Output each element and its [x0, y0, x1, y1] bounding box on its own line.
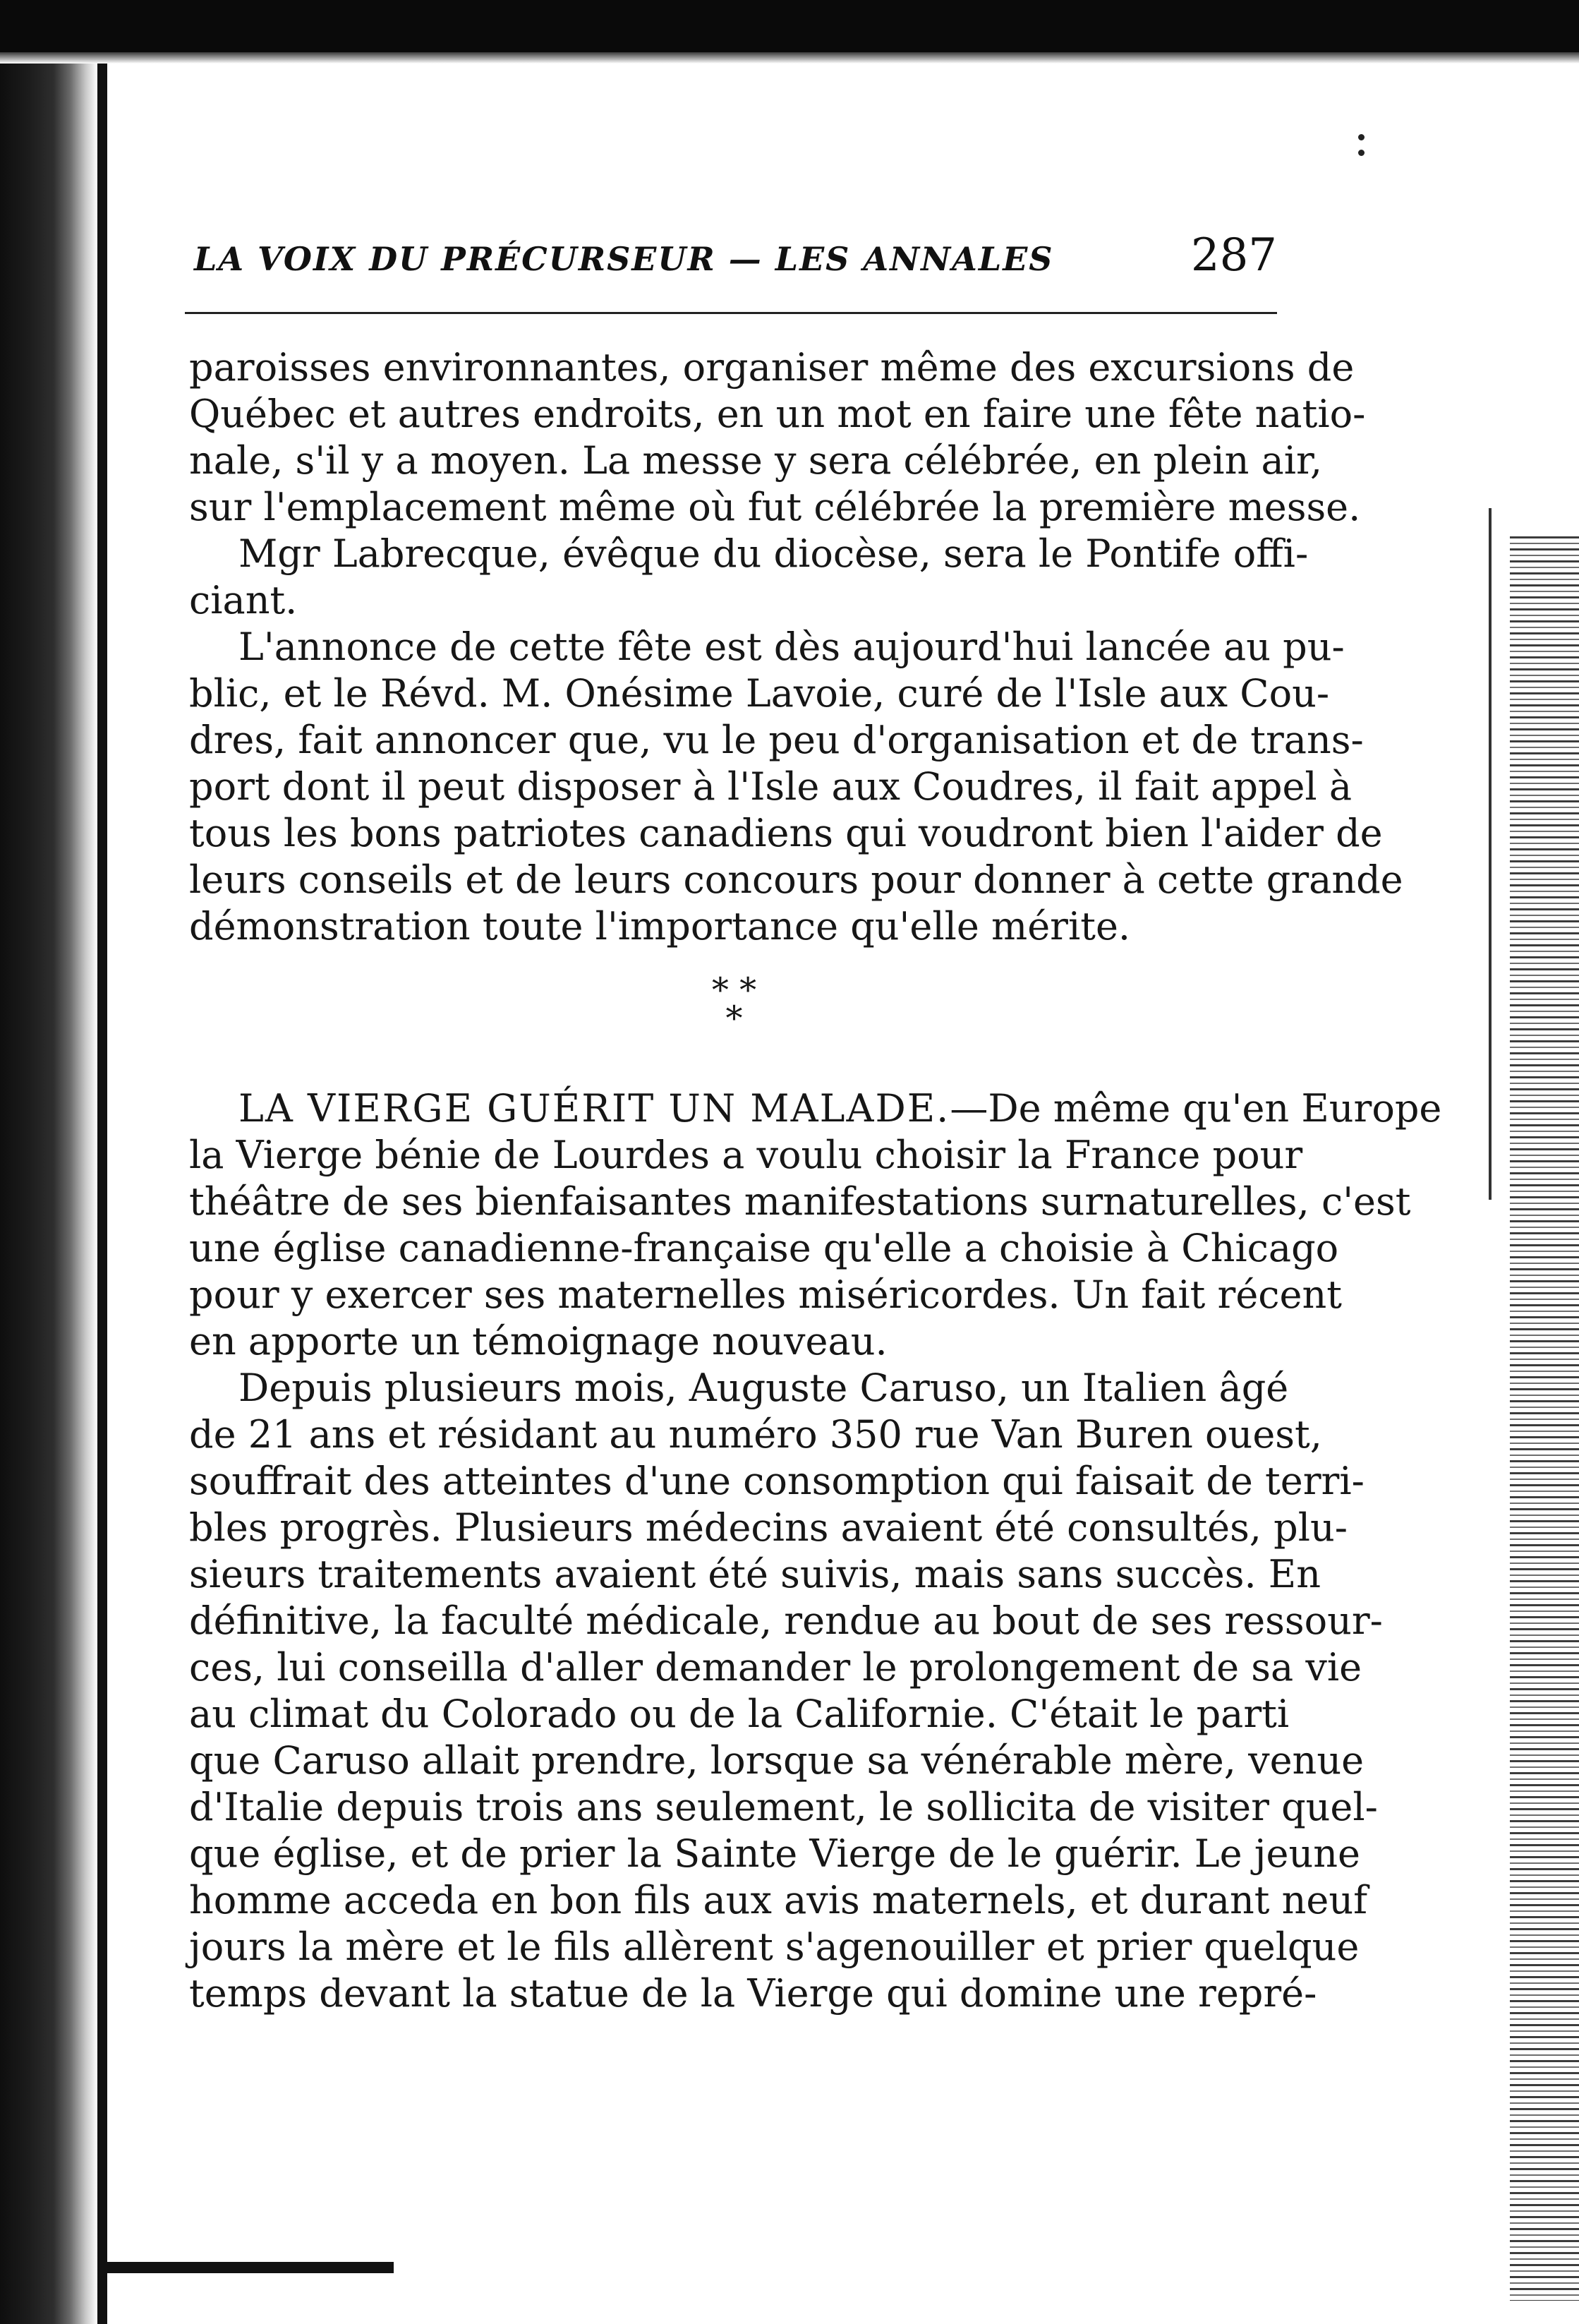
text-line: au climat du Colorado ou de la Californie. C'était le parti [189, 1692, 1290, 1736]
text-line: définitive, la faculté médicale, rendue au bout de ses ressour- [189, 1598, 1383, 1643]
text-line: en apporte un témoignage nouveau. [189, 1319, 888, 1363]
section-lead: —De même qu'en Europe [950, 1086, 1442, 1131]
text-line: Mgr Labrecque, évêque du diocèse, sera le Pontife offi- [238, 531, 1309, 576]
text-line: port dont il peut disposer à l'Isle aux Coudres, il fait appel à [189, 764, 1353, 809]
section-first-line [238, 1085, 1442, 1132]
scan-right-noise [1510, 536, 1579, 2301]
text-line: Québec et autres endroits, en un mot en faire une fête natio- [189, 392, 1366, 436]
text-line: sieurs traitements avaient été suivis, mais sans succès. En [189, 1552, 1321, 1596]
text-line: sur l'emplacement même où fut célébrée la première messe. [189, 485, 1361, 529]
text-line: jours la mère et le fils allèrent s'agenouiller et prier quelque [189, 1925, 1360, 1969]
scan-left-gutter [0, 64, 97, 2324]
text-line: Depuis plusieurs mois, Auguste Caruso, un Italien âgé [238, 1366, 1289, 1410]
section-heading: LA VIERGE GUÉRIT UN MALADE. [238, 1086, 950, 1131]
text-line: la Vierge bénie de Lourdes a voulu choisir la France pour [189, 1133, 1303, 1177]
header-rule [185, 312, 1277, 314]
text-line: de 21 ans et résidant au numéro 350 rue Van Buren ouest, [189, 1412, 1322, 1457]
text-line: démonstration toute l'importance qu'elle mérite. [189, 904, 1131, 949]
text-line: ces, lui conseilla d'aller demander le prolongement de sa vie [189, 1645, 1362, 1690]
scan-speck [1358, 150, 1365, 156]
text-line: homme acceda en bon fils aux avis maternels, et durant neuf [189, 1878, 1368, 1922]
text-line: pour y exercer ses maternelles miséricordes. Un fait récent [189, 1272, 1342, 1317]
text-line: blic, et le Révd. M. Onésime Lavoie, curé de l'Isle aux Cou- [189, 671, 1330, 716]
text-line: ciant. [189, 578, 298, 622]
text-line: dres, fait annoncer que, vu le peu d'organisation et de trans- [189, 718, 1364, 762]
text-line: d'Italie depuis trois ans seulement, le sollicita de visiter quel- [189, 1785, 1378, 1829]
scan-top-border [0, 0, 1579, 52]
text-line: théâtre de ses bienfaisantes manifestations surnaturelles, c'est [189, 1179, 1411, 1224]
text-line: que Caruso allait prendre, lorsque sa vénérable mère, venue [189, 1738, 1365, 1783]
text-line: tous les bons patriotes canadiens qui voudront bien l'aider de [189, 811, 1383, 855]
text-line: que église, et de prier la Sainte Vierge de le guérir. Le jeune [189, 1831, 1360, 1876]
scan-top-shadow [0, 52, 1579, 64]
scan-speck [1358, 134, 1365, 140]
running-head [194, 226, 1277, 303]
text-line: une église canadienne-française qu'elle a choisie à Chicago [189, 1226, 1339, 1270]
text-line: souffrait des atteintes d'une consomption qui faisait de terri- [189, 1459, 1365, 1503]
scan-left-page-edge [97, 64, 107, 2324]
scan-right-rule [1489, 508, 1492, 1200]
text-line: leurs conseils et de leurs concours pour donner à cette grande [189, 857, 1403, 902]
running-title: LA VOIX DU PRÉCURSEUR — LES ANNALES [194, 240, 1054, 278]
scan-bottom-shadow [97, 2262, 394, 2273]
text-line: temps devant la statue de la Vierge qui domine une repré- [189, 1971, 1317, 2016]
text-line: L'annonce de cette fête est dès aujourd'hui lancée au pu- [238, 625, 1345, 669]
text-line: bles progrès. Plusieurs médecins avaient été consultés, plu- [189, 1505, 1348, 1550]
text-line: paroisses environnantes, organiser même des excursions de [189, 345, 1355, 390]
text-line: nale, s'il y a moyen. La messe y sera célébrée, en plein air, [189, 438, 1323, 483]
asterism: * * * [711, 970, 757, 1038]
page-number: 287 [1190, 229, 1277, 282]
